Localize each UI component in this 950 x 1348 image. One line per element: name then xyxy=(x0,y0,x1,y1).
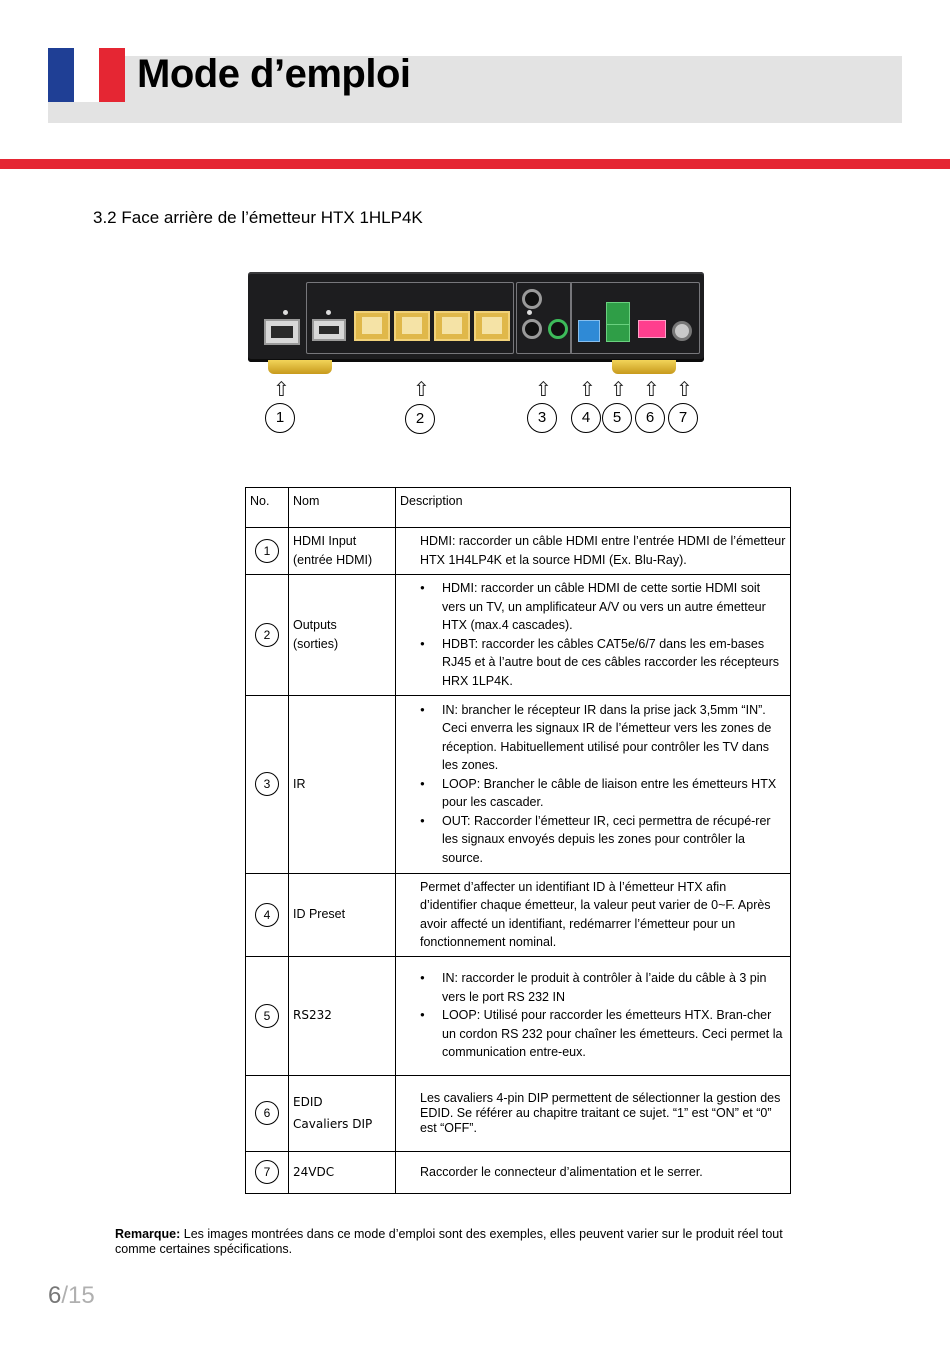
row-number xyxy=(246,873,289,956)
row-number xyxy=(246,1151,289,1193)
row-description: HDMI: raccorder un câble HDMI entre l’entrée HDMI de l’émetteur HTX 1H4LP4K et la source HDMI (Ex. Blu-Ray). xyxy=(396,527,791,574)
row-description: Raccorder le connecteur d’alimentation et le serrer. xyxy=(396,1151,791,1193)
row-name xyxy=(289,956,396,1075)
ir-out-jack xyxy=(548,319,568,339)
name-line: HDMI Input xyxy=(293,534,357,548)
name-line: (entrée HDMI) xyxy=(293,552,373,567)
up-arrow-icon: ⇧ xyxy=(676,379,693,401)
device-rear-panel-figure xyxy=(246,268,708,438)
bullet-item: ● HDMI: raccorder un câble HDMI de cette sortie HDMI soit vers un TV, un amplificateur A/V ou vers un autre émetteur HTX (max.4 cascades). xyxy=(442,579,786,635)
bullet-item: ● LOOP: Utilisé pour raccorder les émetteurs HTX. Bran-cher un cordon RS 232 pour chaîner les émetteurs. Ceci permet la communication entre-eux. xyxy=(442,1006,786,1062)
rj45-port-1 xyxy=(354,311,390,341)
name-line: 24VDC xyxy=(293,1164,335,1179)
number-badge: 5 xyxy=(255,1004,279,1028)
table-row xyxy=(246,695,791,873)
row-number xyxy=(246,527,289,574)
col-header-description: Description xyxy=(396,488,791,528)
col-header-nom: Nom xyxy=(289,488,396,528)
name-line: ID Preset xyxy=(293,907,346,922)
remark-note xyxy=(115,1227,815,1257)
row-name xyxy=(289,873,396,956)
control-panel xyxy=(570,282,700,354)
table-row xyxy=(246,873,791,956)
hdmi-output-port xyxy=(312,319,346,341)
id-preset-switch xyxy=(578,320,600,342)
rj45-port-3 xyxy=(434,311,470,341)
row-name xyxy=(289,695,396,873)
name-line: IR xyxy=(293,776,306,791)
number-badge: 6 xyxy=(255,1101,279,1125)
row-description xyxy=(396,695,791,873)
remark-text: Les images montrées dans ce mode d’emploi sont des exemples, elles peuvent varier sur le produit réel tout comme certaines spécifications. xyxy=(115,1227,783,1256)
name-line: EDID xyxy=(293,1095,323,1109)
up-arrow-icon: ⇧ xyxy=(579,379,596,401)
callout-7: 7 xyxy=(668,403,698,433)
up-arrow-icon: ⇧ xyxy=(535,379,552,401)
name-line: Outputs xyxy=(293,618,337,632)
callout-2: 2 xyxy=(405,404,435,434)
row-number xyxy=(246,574,289,695)
row-description xyxy=(396,956,791,1075)
device-foot-right xyxy=(612,360,676,374)
bullet-item: ● HDBT: raccorder les câbles CAT5e/6/7 dans les em-bases RJ45 et à l’autre bout de ces câbles raccorder les récepteurs HRX 1LP4K. xyxy=(442,635,786,691)
up-arrow-icon: ⇧ xyxy=(413,379,430,401)
callout-5: 5 xyxy=(602,403,632,433)
number-badge: 1 xyxy=(255,539,279,563)
french-flag-icon xyxy=(48,48,125,102)
status-led xyxy=(283,310,288,315)
table-row xyxy=(246,1151,791,1193)
name-line: (sorties) xyxy=(293,636,339,651)
bullet-item: ● OUT: Raccorder l’émetteur IR, ceci permettra de récupé-rer les signaux envoyés depuis les zones pour contrôler la source. xyxy=(442,812,786,868)
number-badge: 7 xyxy=(255,1160,279,1184)
flag-stripe-white xyxy=(74,48,100,102)
row-description xyxy=(396,574,791,695)
ir-led xyxy=(527,310,532,315)
specification-table xyxy=(245,487,791,1194)
number-badge: 3 xyxy=(255,772,279,796)
flag-stripe-blue xyxy=(48,48,74,102)
bullet-list xyxy=(420,579,786,690)
section-title: 3.2 Face arrière de l’émetteur HTX 1HLP4K xyxy=(93,208,423,227)
table-row xyxy=(246,1075,791,1151)
up-arrow-icon: ⇧ xyxy=(643,379,660,401)
up-arrow-icon: ⇧ xyxy=(610,379,627,401)
row-name xyxy=(289,527,396,574)
bullet-list xyxy=(420,701,786,868)
hdmi-input-port xyxy=(264,319,300,345)
callout-6: 6 xyxy=(635,403,665,433)
device-body xyxy=(248,272,704,362)
page-title: Mode d’emploi xyxy=(137,52,411,96)
table-header-row xyxy=(246,488,791,528)
bullet-list xyxy=(420,969,786,1062)
page-total: /15 xyxy=(61,1282,95,1309)
flag-stripe-red xyxy=(99,48,125,102)
row-number xyxy=(246,956,289,1075)
ir-loop-jack xyxy=(522,319,542,339)
callout-4: 4 xyxy=(571,403,601,433)
ir-in-jack xyxy=(522,289,542,309)
up-arrow-icon: ⇧ xyxy=(273,379,290,401)
name-line: Cavaliers DIP xyxy=(293,1117,373,1131)
device-foot-left xyxy=(268,360,332,374)
number-badge: 4 xyxy=(255,903,279,927)
row-name xyxy=(289,1075,396,1151)
row-description: Permet d’affecter un identifiant ID à l’émetteur HTX afin d’identifier chaque émetteur, la valeur peut varier de 0~F. Après avoir affecté un identifiant, redémarrer l’émetteur pour un fonctionnement nominal. xyxy=(396,873,791,956)
rj45-port-4 xyxy=(474,311,510,341)
page-number xyxy=(48,1282,95,1310)
dc-power-jack xyxy=(672,321,692,341)
rs232-terminal-loop xyxy=(606,324,630,342)
callout-3: 3 xyxy=(527,403,557,433)
row-name xyxy=(289,574,396,695)
row-name xyxy=(289,1151,396,1193)
row-description: Les cavaliers 4-pin DIP permettent de sélectionner la gestion des EDID. Se référer au chapitre traitant ce sujet. “1” est “ON” et “0” est “OFF”. xyxy=(396,1075,791,1151)
table-row xyxy=(246,574,791,695)
table-row xyxy=(246,956,791,1075)
row-number xyxy=(246,1075,289,1151)
red-divider xyxy=(0,159,950,169)
name-line: RS232 xyxy=(293,1008,332,1023)
col-header-no: No. xyxy=(246,488,289,528)
remark-label: Remarque: xyxy=(115,1227,181,1241)
bullet-item: ● IN: brancher le récepteur IR dans la prise jack 3,5mm “IN”. Ceci enverra les signaux IR de l’émetteur vers les zones de réception. Habituellement utilisé pour contrôler les TV dans les zones. xyxy=(442,701,786,775)
bullet-item: ● LOOP: Brancher le câble de liaison entre les émetteurs HTX pour les cascader. xyxy=(442,775,786,812)
table-row xyxy=(246,527,791,574)
row-number xyxy=(246,695,289,873)
number-badge: 2 xyxy=(255,623,279,647)
page-current: 6 xyxy=(48,1282,62,1309)
edid-dip-switch xyxy=(638,320,666,338)
callout-1: 1 xyxy=(265,403,295,433)
output-led xyxy=(326,310,331,315)
bullet-item: ● IN: raccorder le produit à contrôler à l’aide du câble à 3 pin vers le port RS 232 IN xyxy=(442,969,786,1006)
rj45-port-2 xyxy=(394,311,430,341)
